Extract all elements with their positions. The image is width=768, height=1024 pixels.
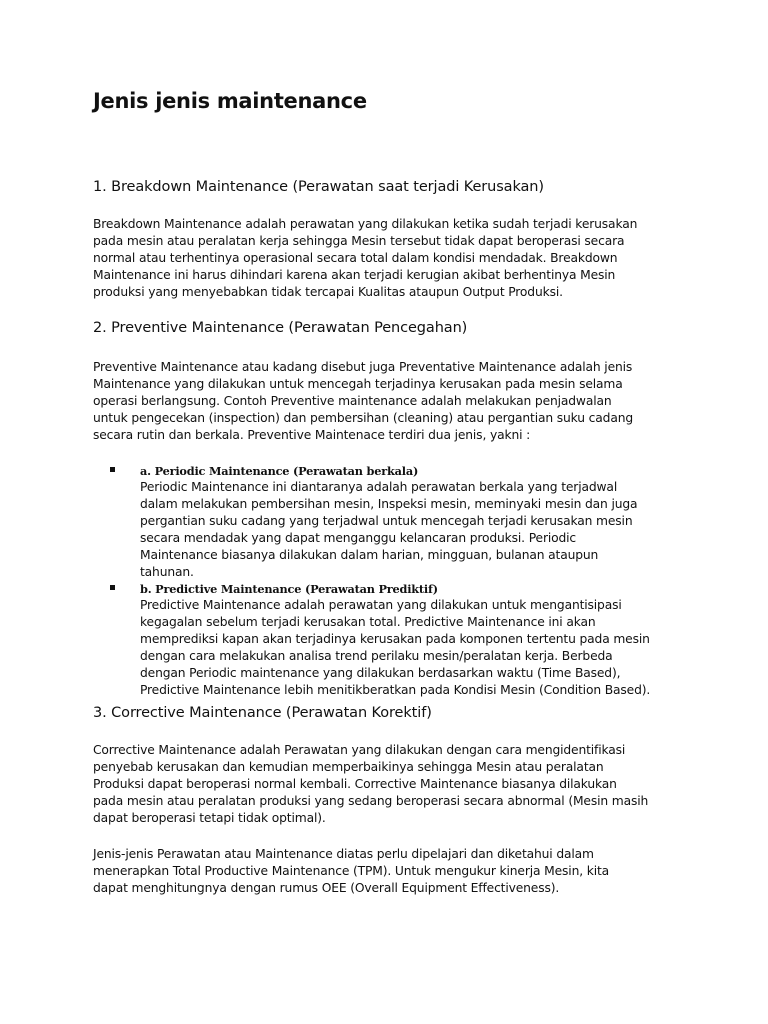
- list-item-body: [140, 597, 680, 700]
- bullet-square-icon: [110, 585, 115, 590]
- section-heading-preventive: 2. Preventive Maintenance (Perawatan Pencegahan): [93, 320, 468, 336]
- text-line: Preventive Maintenance atau kadang disebut juga Preventative Maintenance adalah jenis: [93, 360, 633, 374]
- text-line: dalam melakukan pembersihan mesin, Inspeksi mesin, meminyaki mesin dan juga: [140, 497, 638, 512]
- text-line: memprediksi kapan akan terjadinya kerusakan pada komponen tertentu pada mesin: [140, 632, 650, 647]
- bullet-square-icon: [110, 467, 115, 472]
- text-line: pada mesin atau peralatan produksi yang sedang beroperasi secara abnormal (Mesin masih: [93, 794, 649, 809]
- text-line: secara rutin dan berkala. Preventive Maintenace terdiri dua jenis, yakni :: [93, 428, 531, 443]
- text-line: Maintenance ini harus dihindari karena akan terjadi kerugian akibat berhentinya Mesin: [93, 268, 616, 283]
- list-item-body: [140, 479, 680, 582]
- text-line: dengan Periodic maintenance yang dilakukan berdasarkan waktu (Time Based),: [140, 666, 621, 681]
- text-line: dengan cara melakukan analisa trend perilaku mesin/peralatan kerja. Berbeda: [140, 649, 613, 664]
- paragraph-breakdown: [93, 216, 678, 301]
- list-item-title: a. Periodic Maintenance (Perawatan berkala): [140, 464, 419, 478]
- text-line: tahunan.: [140, 565, 194, 580]
- text-line: dapat beroperasi tetapi tidak optimal).: [93, 811, 326, 826]
- text-line: dapat menghitungnya dengan rumus OEE (Overall Equipment Effectiveness).: [93, 881, 560, 896]
- text-line: Predictive Maintenance lebih menitikberatkan pada Kondisi Mesin (Condition Based).: [140, 683, 651, 698]
- paragraph-corrective: [93, 742, 678, 827]
- text-line: normal atau terhentinya operasional secara total dalam kondisi mendadak. Breakdown: [93, 251, 618, 266]
- text-line: pergantian suku cadang yang terjadwal untuk mencegah terjadi kerusakan mesin: [140, 514, 633, 529]
- paragraph-closing: [93, 846, 678, 897]
- text-line: Maintenance biasanya dilakukan dalam harian, mingguan, bulanan ataupun: [140, 548, 599, 563]
- section-heading-corrective: 3. Corrective Maintenance (Perawatan Korektif): [93, 705, 432, 721]
- paragraph-preventive: [93, 359, 678, 444]
- text-line: kegagalan sebelum terjadi kerusakan total. Predictive Maintenance ini akan: [140, 615, 596, 630]
- text-line: produksi yang menyebabkan tidak tercapai Kualitas ataupun Output Produksi.: [93, 285, 563, 300]
- text-line: menerapkan Total Productive Maintenance (TPM). Untuk mengukur kinerja Mesin, kita: [93, 864, 610, 879]
- text-line: Periodic Maintenance ini diantaranya adalah perawatan berkala yang terjadwal: [140, 480, 618, 494]
- text-line: untuk pengecekan (inspection) dan pembersihan (cleaning) atau pergantian suku cadang: [93, 411, 634, 426]
- text-line: Predictive Maintenance adalah perawatan yang dilakukan untuk mengantisipasi: [140, 598, 622, 612]
- list-item-title: b. Predictive Maintenance (Perawatan Prediktif): [140, 582, 438, 596]
- text-line: Produksi dapat beroperasi normal kembali. Corrective Maintenance biasanya dilakukan: [93, 777, 617, 792]
- page-title: Jenis jenis maintenance: [93, 89, 367, 113]
- text-line: penyebab kerusakan dan kemudian memperbaikinya sehingga Mesin atau peralatan: [93, 760, 604, 775]
- text-line: Jenis-jenis Perawatan atau Maintenance diatas perlu dipelajari dan diketahui dalam: [93, 847, 594, 861]
- text-line: pada mesin atau peralatan kerja sehingga Mesin tersebut tidak dapat beroperasi secara: [93, 234, 625, 249]
- section-heading-breakdown: 1. Breakdown Maintenance (Perawatan saat terjadi Kerusakan): [93, 179, 544, 195]
- text-line: Maintenance yang dilakukan untuk mencegah terjadinya kerusakan pada mesin selama: [93, 377, 623, 392]
- text-line: Breakdown Maintenance adalah perawatan yang dilakukan ketika sudah terjadi kerusakan: [93, 217, 638, 231]
- text-line: operasi berlangsung. Contoh Preventive maintenance adalah melakukan penjadwalan: [93, 394, 612, 409]
- text-line: secara mendadak yang dapat menganggu kelancaran produksi. Periodic: [140, 531, 577, 546]
- text-line: Corrective Maintenance adalah Perawatan yang dilakukan dengan cara mengidentifikasi: [93, 743, 626, 757]
